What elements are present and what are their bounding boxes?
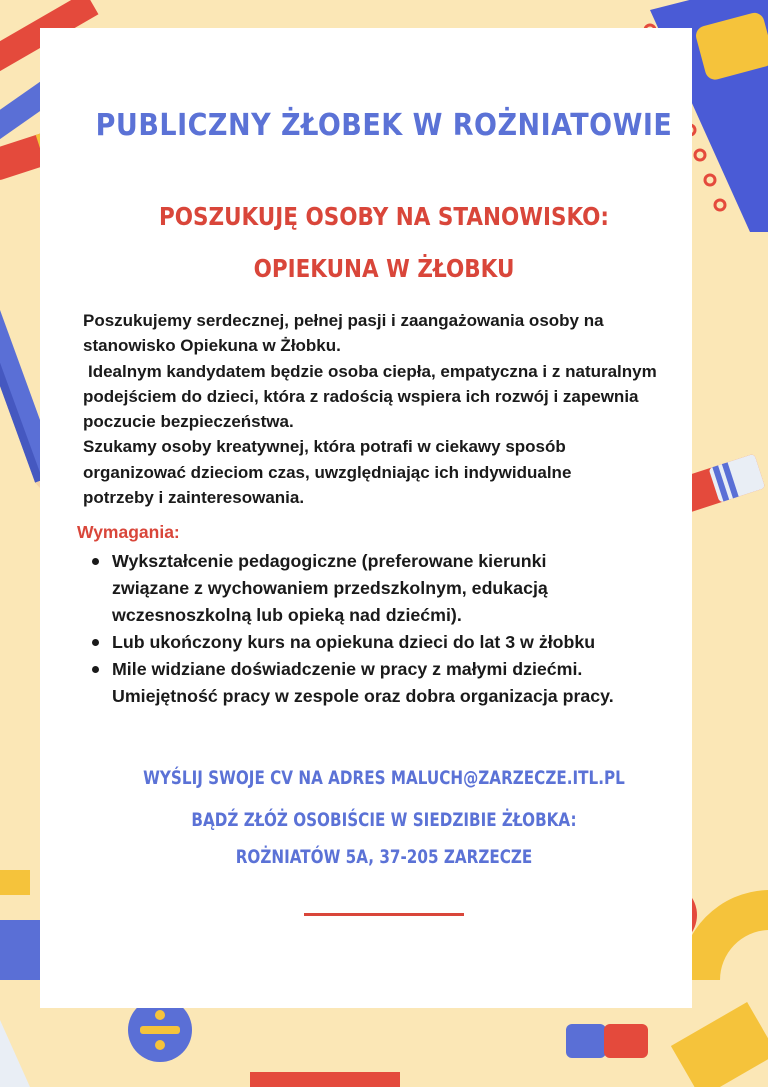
- requirements-heading: Wymagania:: [77, 522, 180, 542]
- requirement-item: Mile widziane doświadczenie w pracy z małymi dziećmi. Umiejętność pracy w zespole oraz dobra organizacja pracy.: [92, 656, 692, 710]
- requirements-list: [92, 548, 692, 710]
- requirement-item: Wykształcenie pedagogiczne (preferowane kierunki związane z wychowaniem przedszkolnym, edukacją wczesnoszkolną lub opieką nad dziećmi).: [92, 548, 622, 629]
- contact-inperson-line: BĄDŹ ZŁÓŻ OSOBIŚCIE W SIEDZIBIE ŻŁOBKA:: [191, 809, 577, 831]
- bottom-ruler-icon: [250, 1060, 450, 1087]
- page-title: PUBLICZNY ŻŁOBEK W ROŻNIATOWIE: [95, 108, 673, 143]
- requirement-item: Lub ukończony kurs na opiekuna dzieci do lat 3 w żłobku: [92, 629, 692, 656]
- intro-paragraph-3: Szukamy osoby kreatywnej, która potrafi w ciekawy sposób organizować dzieciom czas, uwzględniając ich indywidualne potrzeby i zainteresowania.: [83, 437, 572, 508]
- position-heading-line2: OPIEKUNA W ŻŁOBKU: [253, 254, 515, 283]
- intro-text: [83, 308, 683, 510]
- contact-address-line: ROŻNIATÓW 5A, 37-205 ZARZECZE: [235, 846, 533, 868]
- marker-icon: [560, 1010, 660, 1070]
- divider: [304, 913, 464, 916]
- position-heading-line1: POSZUKUJĘ OSOBY NA STANOWISKO:: [158, 202, 610, 231]
- intro-paragraph-2: Idealnym kandydatem będzie osoba ciepła, empatyczna i z naturalnym podejściem do dzieci, która z radością wspiera ich rozwój i zapewnia poczucie bezpieczeństwa.: [83, 361, 657, 432]
- intro-paragraph-1: Poszukujemy serdecznej, pełnej pasji i zaangażowania osoby na stanowisko Opiekuna w Żłobku.: [83, 311, 604, 356]
- contact-email-line: WYŚLIJ SWOJE CV NA ADRES MALUCH@ZARZECZE.ITL.PL: [143, 767, 625, 789]
